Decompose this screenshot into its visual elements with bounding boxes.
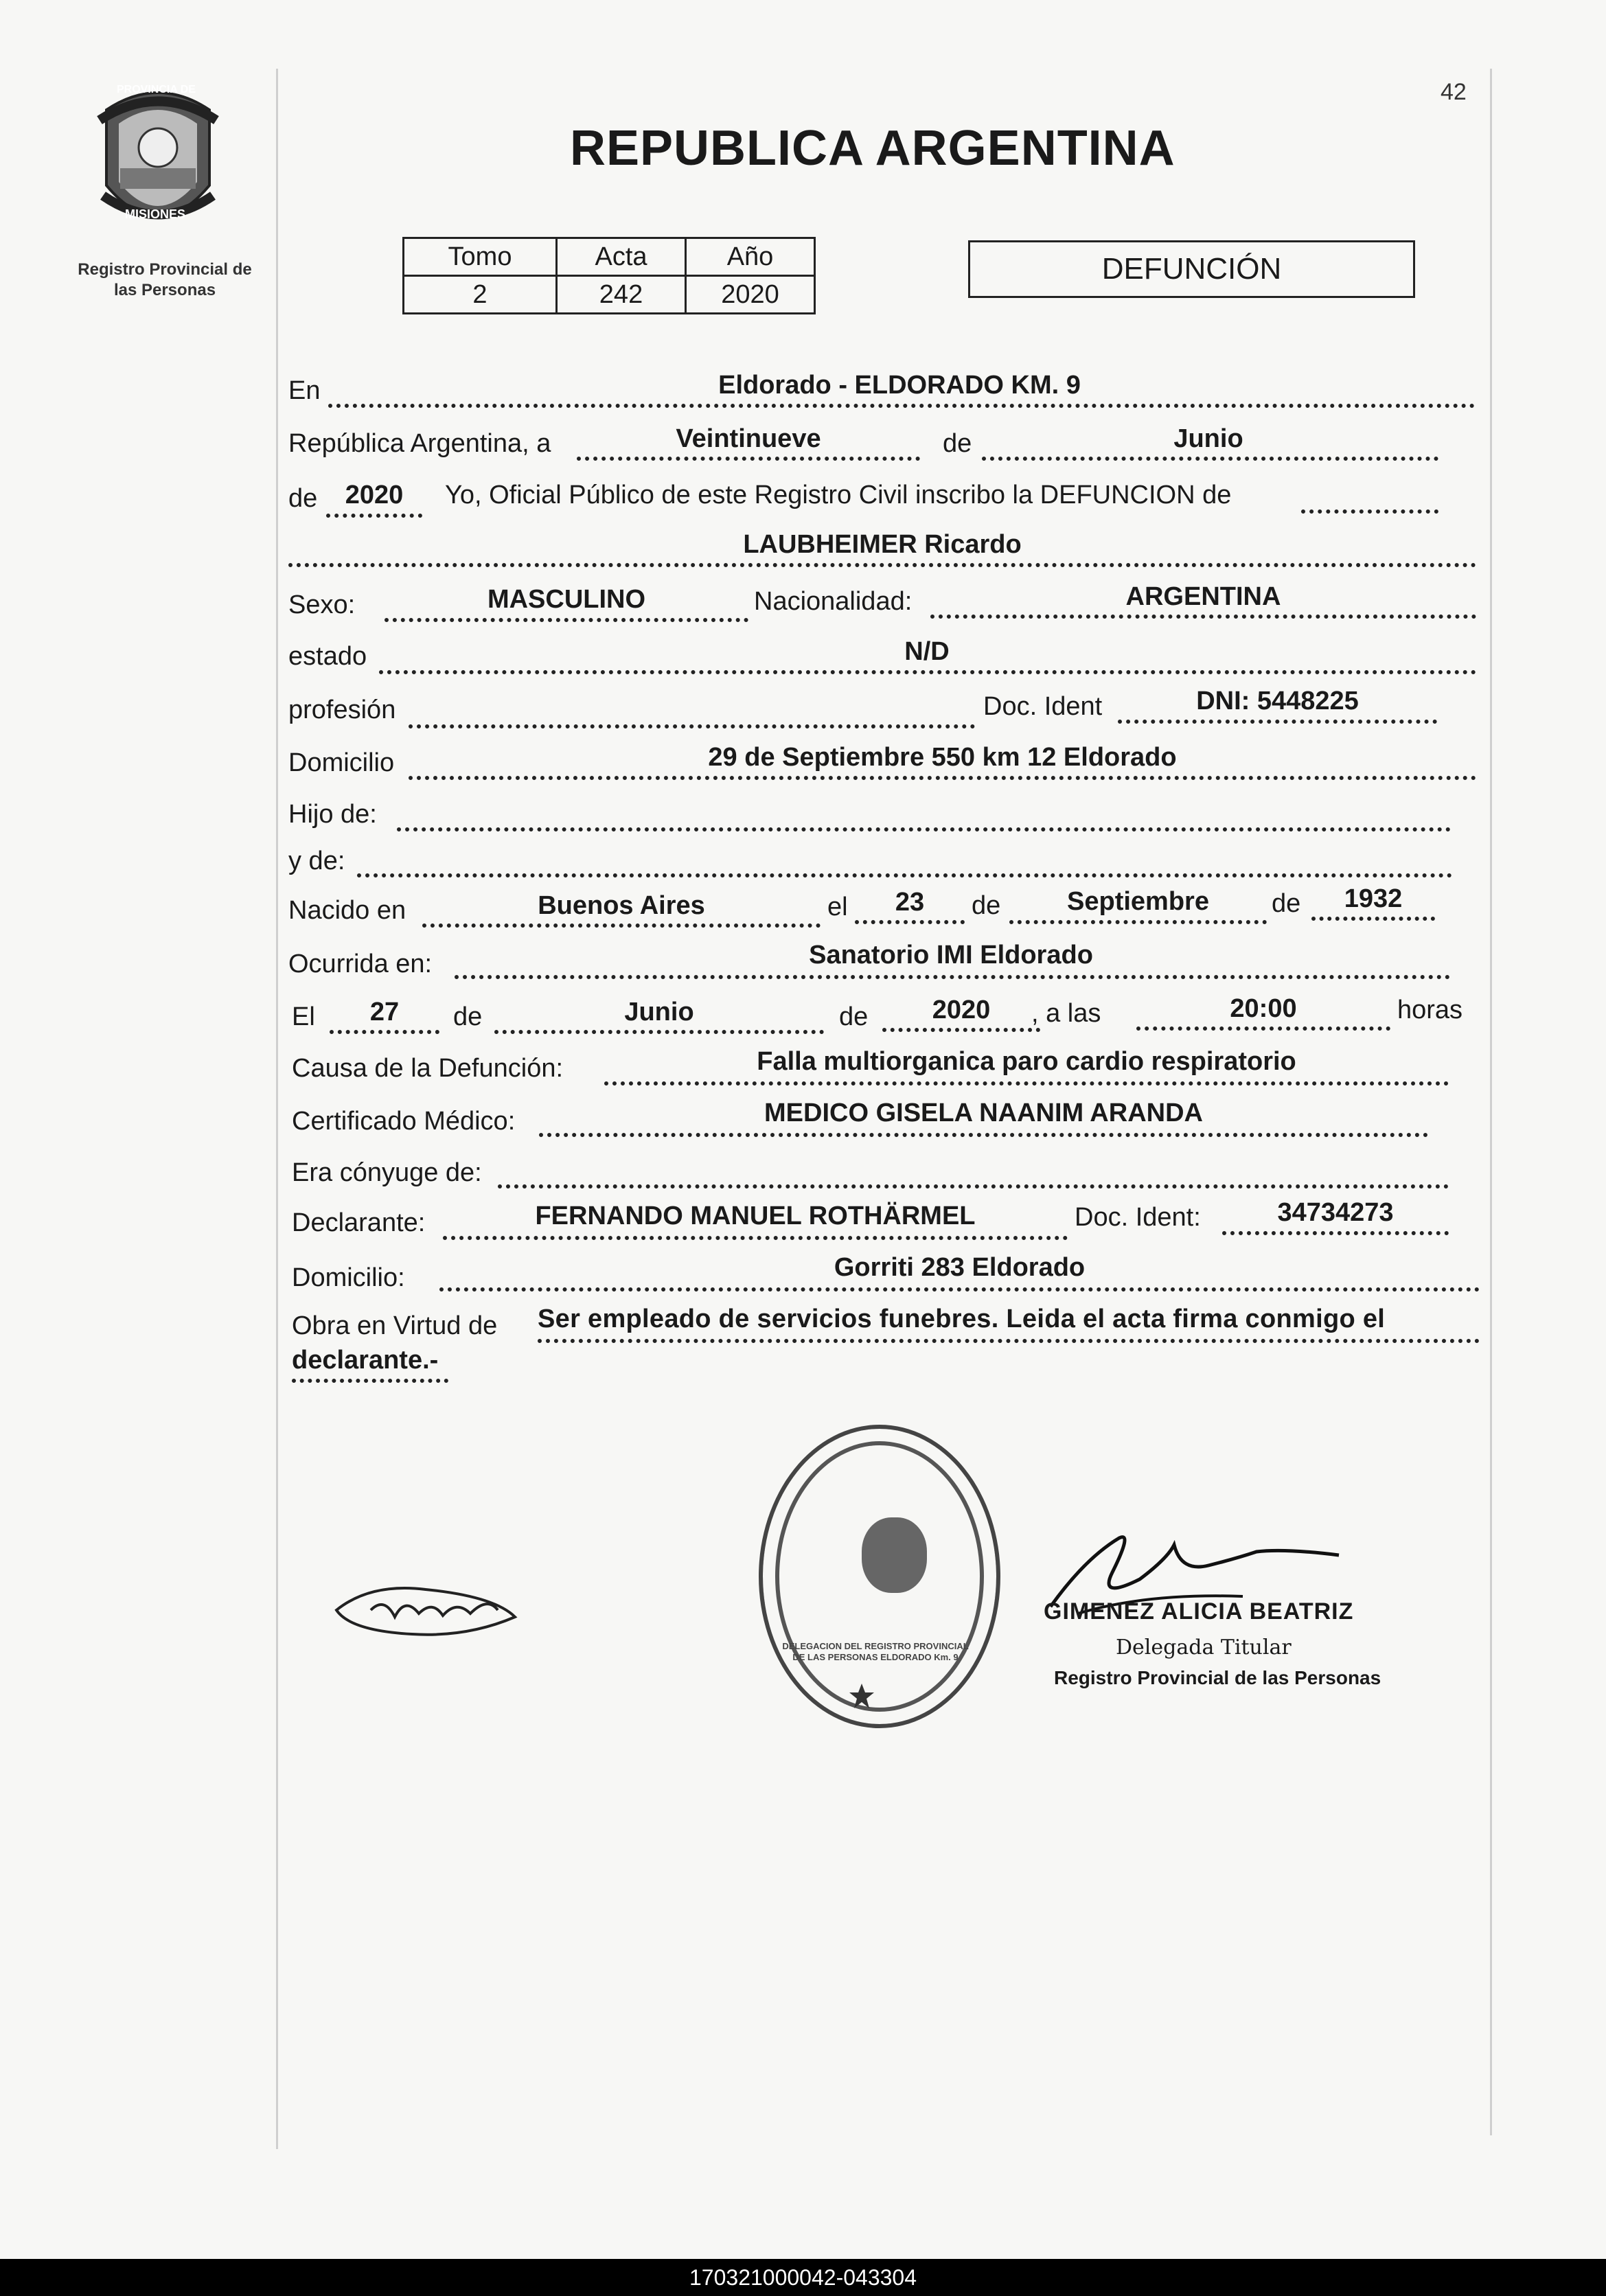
seal-star-icon xyxy=(848,1682,875,1710)
year-value: 2020 xyxy=(345,481,404,509)
anio-header: Año xyxy=(686,238,815,276)
birth-year-dotted-line xyxy=(1311,917,1435,921)
estado-value: N/D xyxy=(904,637,950,666)
declarant-signature xyxy=(330,1569,536,1644)
sexo-dotted-line xyxy=(385,618,748,622)
decl-domicilio-dotted-line xyxy=(439,1287,1480,1292)
official-text: Yo, Oficial Público de este Registro Civil inscribo la DEFUNCION de xyxy=(445,481,1232,509)
ocurrida-value: Sanatorio IMI Eldorado xyxy=(809,941,1093,969)
nacionalidad-dotted-line xyxy=(930,615,1476,619)
ocurrida-label: Ocurrida en: xyxy=(288,950,433,978)
decl-doc-value: 34734273 xyxy=(1277,1198,1394,1227)
birth-day-dotted-line xyxy=(855,920,965,924)
birth-de1-label: de xyxy=(972,891,1001,920)
official-org: Registro Provincial de las Personas xyxy=(1054,1667,1381,1688)
declarante-dotted-line xyxy=(443,1236,1068,1240)
death-time: 20:00 xyxy=(1230,994,1297,1023)
left-margin-line xyxy=(276,69,278,2149)
month-dotted-line xyxy=(982,457,1438,461)
hijo-dotted-line xyxy=(397,827,1451,831)
nacido-dotted-line xyxy=(422,923,821,928)
ocurrida-dotted-line xyxy=(455,975,1450,979)
hijo-label: Hijo de: xyxy=(288,800,377,829)
decl-doc-dotted-line xyxy=(1222,1231,1449,1235)
doc-value: DNI: 5448225 xyxy=(1196,687,1359,715)
acta-value: 242 xyxy=(557,276,686,314)
nacionalidad-label: Nacionalidad: xyxy=(754,587,913,616)
conyuge-dotted-line xyxy=(498,1184,1449,1189)
domicilio-value: 29 de Septiembre 550 km 12 Eldorado xyxy=(708,743,1177,772)
year-dotted-line xyxy=(326,514,422,518)
right-margin-line xyxy=(1490,69,1492,2135)
obra-value-line1: Ser empleado de servicios funebres. Leida el acta firma conmigo el xyxy=(538,1305,1386,1333)
deceased-name: LAUBHEIMER Ricardo xyxy=(743,530,1022,559)
certificado-dotted-line xyxy=(539,1133,1428,1137)
death-de1-label: de xyxy=(453,1002,483,1031)
record-type-box: DEFUNCIÓN xyxy=(968,240,1415,298)
death-time-dotted-line xyxy=(1136,1026,1390,1031)
reference-header-row xyxy=(404,238,815,276)
month-de-label: de xyxy=(943,429,972,458)
logo-text-bottom: MISIONES xyxy=(125,207,186,221)
reference-value-row xyxy=(404,276,815,314)
logo-text-top: PROVINCIA DE xyxy=(117,84,196,95)
acta-header: Acta xyxy=(557,238,686,276)
alas-label: , a las xyxy=(1031,999,1101,1028)
obra-dotted-line-2 xyxy=(292,1379,448,1383)
declarante-value: FERNANDO MANUEL ROTHÄRMEL xyxy=(535,1202,976,1230)
nacido-value: Buenos Aires xyxy=(538,891,705,920)
decl-doc-label: Doc. Ident: xyxy=(1075,1203,1201,1232)
death-day: 27 xyxy=(369,998,400,1026)
horas-label: horas xyxy=(1397,996,1463,1024)
registry-label xyxy=(62,260,268,301)
birth-year: 1932 xyxy=(1344,884,1403,913)
death-year-dotted-line xyxy=(882,1028,1040,1032)
birth-de2-label: de xyxy=(1272,889,1301,918)
seal-text: DELEGACION DEL REGISTRO PROVINCIAL DE LAS PERSONAS ELDORADO Km. 9 xyxy=(782,1641,969,1662)
reference-table xyxy=(402,237,816,314)
registry-label-line2: las Personas xyxy=(113,281,216,299)
sexo-value: MASCULINO xyxy=(487,585,646,614)
seal-emblem xyxy=(862,1517,927,1593)
registry-label-line1: Registro Provincial de xyxy=(78,260,252,279)
conyuge-label: Era cónyuge de: xyxy=(292,1158,482,1187)
obra-dotted-line-1 xyxy=(538,1339,1480,1343)
day-dotted-line xyxy=(577,457,920,461)
death-day-dotted-line xyxy=(330,1030,439,1034)
estado-dotted-line xyxy=(379,670,1476,674)
birth-el-label: el xyxy=(827,893,848,921)
year-prefix-label: de xyxy=(288,484,318,513)
y-de-dotted-line xyxy=(357,873,1452,877)
estado-label: estado xyxy=(288,642,367,671)
tomo-value: 2 xyxy=(404,276,557,314)
death-de2-label: de xyxy=(839,1002,869,1031)
en-label: En xyxy=(288,376,321,405)
month-text: Junio xyxy=(1173,424,1243,453)
causa-dotted-line xyxy=(604,1081,1449,1086)
decl-domicilio-label: Domicilio: xyxy=(292,1263,405,1292)
death-year: 2020 xyxy=(932,996,991,1024)
official-role: Delegada Titular xyxy=(1116,1635,1292,1660)
birth-day: 23 xyxy=(895,888,925,917)
birth-month: Septiembre xyxy=(1067,887,1209,916)
declarante-label: Declarante: xyxy=(292,1208,426,1237)
obra-label: Obra en Virtud de xyxy=(292,1311,498,1340)
official-trailing-dots xyxy=(1301,509,1438,514)
y-de-label: y de: xyxy=(288,847,345,875)
day-text: Veintinueve xyxy=(676,424,821,453)
en-dotted-line xyxy=(328,404,1475,408)
certificado-label: Certificado Médico: xyxy=(292,1107,516,1136)
doc-dotted-line xyxy=(1118,720,1437,724)
death-el-label: El xyxy=(292,1002,315,1031)
decl-domicilio-value: Gorriti 283 Eldorado xyxy=(834,1253,1086,1282)
deceased-dotted-line xyxy=(288,563,1476,567)
death-month: Junio xyxy=(624,998,694,1026)
domicilio-dotted-line xyxy=(409,776,1476,780)
domicilio-label: Domicilio xyxy=(288,748,395,777)
document-title: REPUBLICA ARGENTINA xyxy=(570,121,1175,176)
nacionalidad-value: ARGENTINA xyxy=(1125,582,1281,611)
republica-label: República Argentina, a xyxy=(288,429,551,458)
causa-value: Falla multiorganica paro cardio respiratorio xyxy=(757,1047,1296,1076)
page-number: 42 xyxy=(1441,79,1467,105)
sexo-label: Sexo: xyxy=(288,590,356,619)
official-name: GIMENEZ ALICIA BEATRIZ xyxy=(1044,1598,1354,1625)
anio-value: 2020 xyxy=(686,276,815,314)
footer-code: 170321000042-043304 xyxy=(0,2259,1606,2296)
causa-label: Causa de la Defunción: xyxy=(292,1054,564,1083)
profesion-label: profesión xyxy=(288,696,396,724)
obra-value-line2: declarante.- xyxy=(292,1346,439,1375)
nacido-label: Nacido en xyxy=(288,896,406,925)
death-month-dotted-line xyxy=(494,1030,824,1034)
certificado-value: MEDICO GISELA NAANIM ARANDA xyxy=(764,1099,1203,1127)
birth-month-dotted-line xyxy=(1009,920,1267,924)
en-value: Eldorado - ELDORADO KM. 9 xyxy=(718,371,1081,400)
doc-label: Doc. Ident xyxy=(983,692,1103,721)
profesion-dotted-line xyxy=(409,724,975,728)
tomo-header: Tomo xyxy=(404,238,557,276)
